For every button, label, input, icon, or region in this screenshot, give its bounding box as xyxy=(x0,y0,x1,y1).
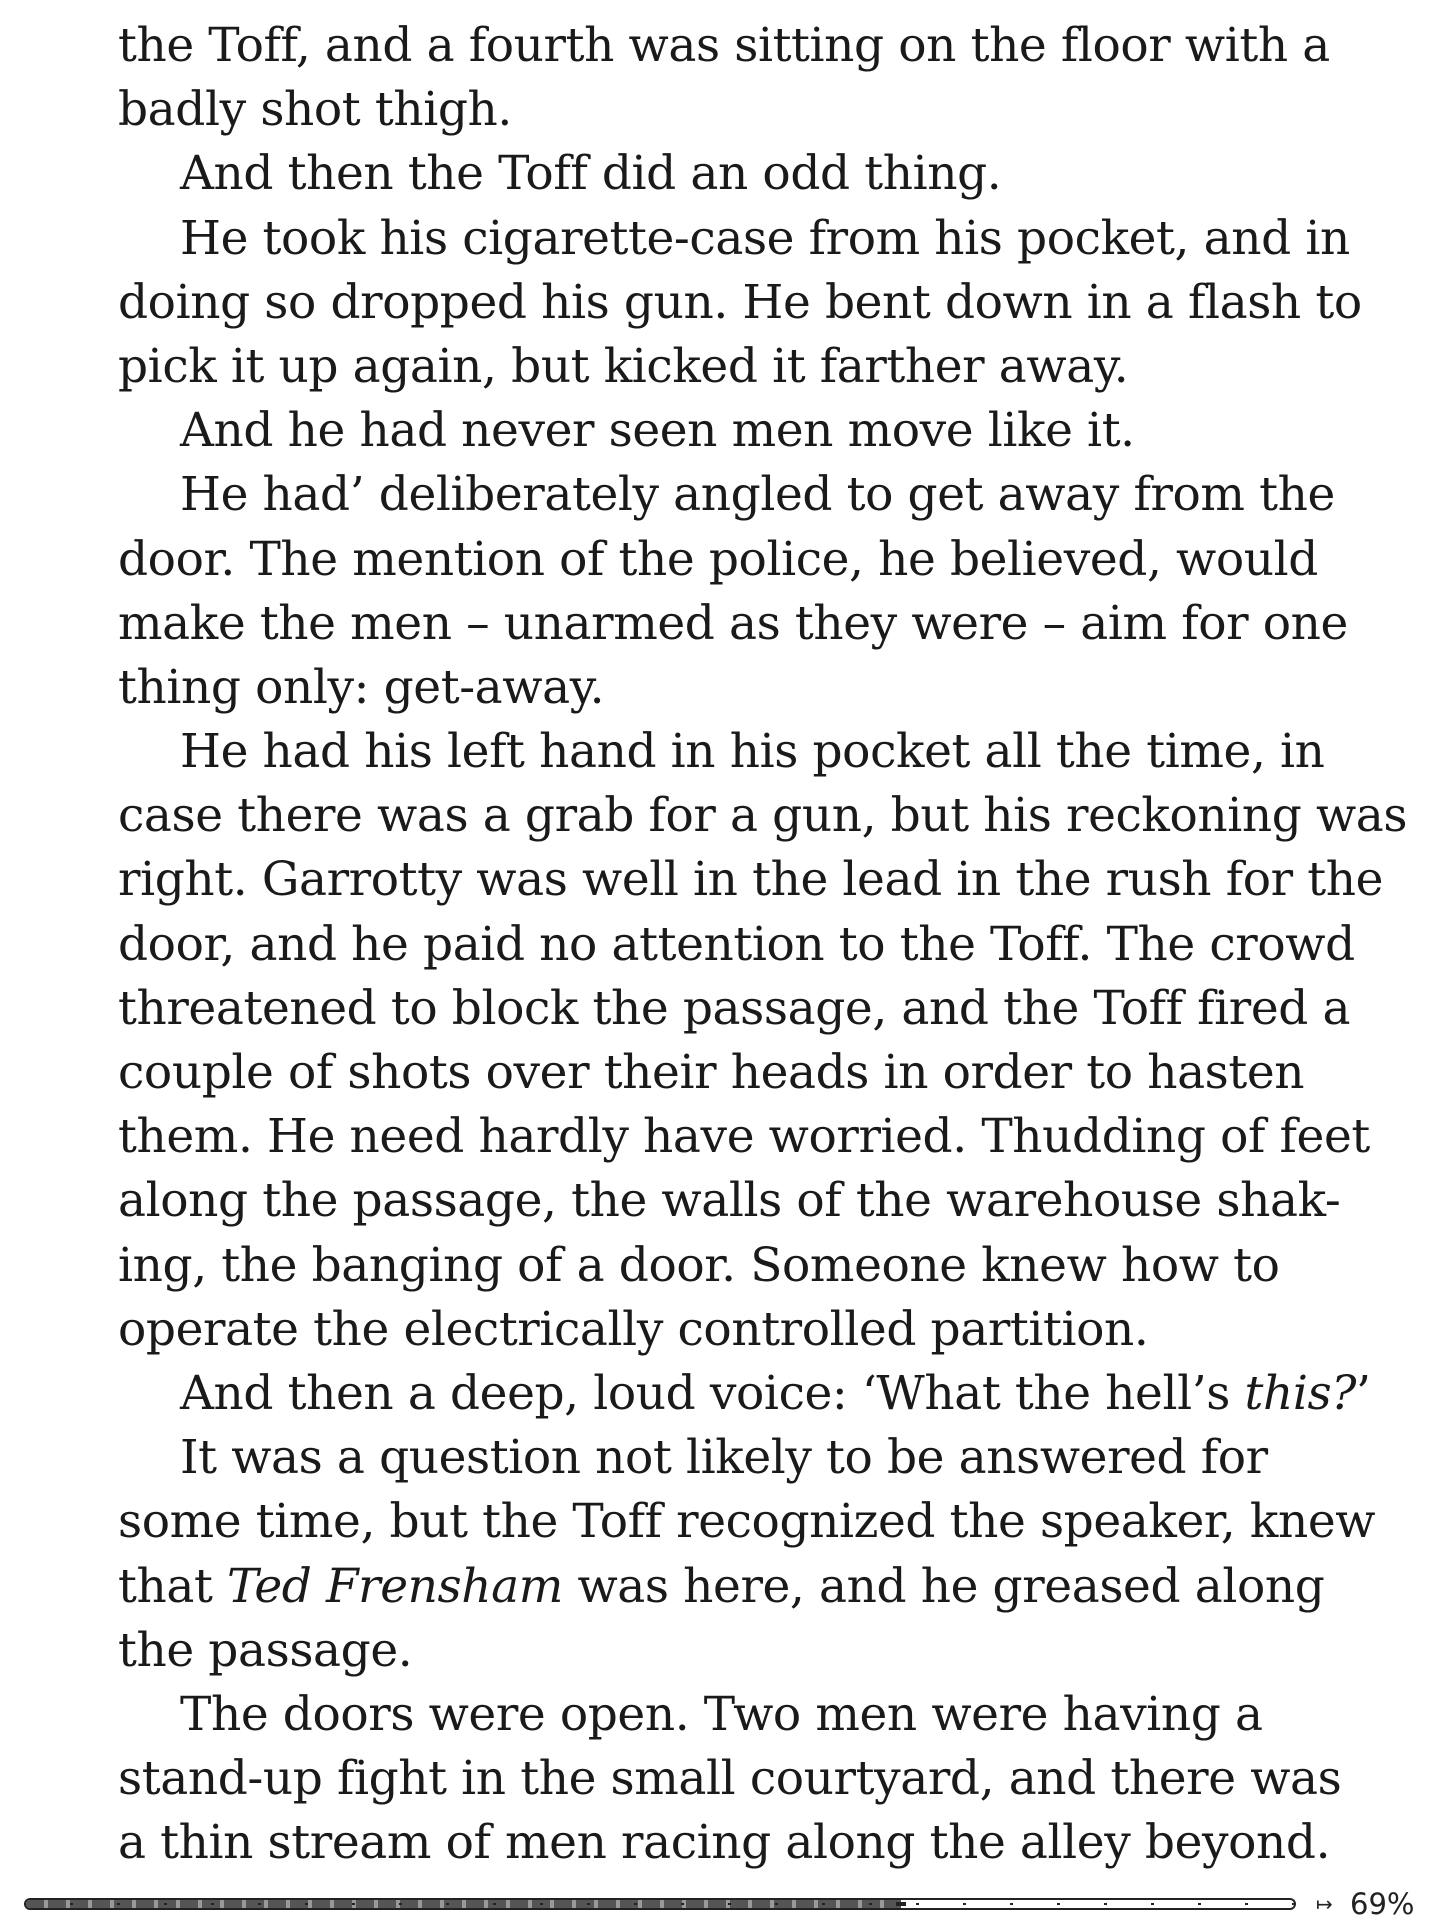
text-segment: badly shot thigh. xyxy=(118,82,512,138)
text-line xyxy=(118,1362,1371,1426)
text-segment: It was a question not likely to be answered for xyxy=(180,1430,1268,1486)
text-line xyxy=(118,14,1338,78)
text-line xyxy=(118,207,1350,271)
text-segment: along the passage, the walls of the warehouse shak- xyxy=(118,1173,1341,1229)
text-line xyxy=(118,913,1355,977)
arrow-to-end-icon: ↦ xyxy=(1316,1892,1333,1916)
text-segment: some time, but the Toff recognized the speaker, knew xyxy=(118,1494,1376,1550)
text-segment: threatened to block the passage, and the Toff fired a xyxy=(118,980,1351,1036)
text-segment: that xyxy=(118,1558,228,1614)
text-segment: ing, the banging of a door. Someone knew how to xyxy=(118,1237,1280,1293)
text-line xyxy=(118,1747,1342,1811)
text-line xyxy=(118,1105,1370,1169)
progress-bar[interactable] xyxy=(24,1898,1296,1910)
text-line xyxy=(118,1169,1341,1233)
text-line xyxy=(118,528,1338,592)
text-segment: pick it up again, but kicked it farther away. xyxy=(118,338,1129,394)
italic-text: this? xyxy=(1244,1365,1357,1421)
progress-position-marker xyxy=(896,1902,906,1906)
text-line xyxy=(118,656,1338,720)
text-segment: couple of shots over their heads in order to hasten xyxy=(118,1045,1305,1100)
text-line xyxy=(118,720,1338,784)
text-segment: operate the electrically controlled partition. xyxy=(118,1301,1149,1357)
text-segment: He had’ deliberately angled to get away from the xyxy=(180,467,1335,523)
text-segment: door, and he paid no attention to the Toff. The crowd xyxy=(118,916,1355,972)
text-segment: door. The mention of the police, he believed, would xyxy=(118,531,1318,587)
text-line xyxy=(118,977,1351,1041)
text-line xyxy=(118,142,1338,206)
text-line xyxy=(118,78,1338,142)
text-segment: The doors were open. Two men were having a xyxy=(180,1686,1263,1742)
chapter-tick-marks xyxy=(26,1903,1294,1905)
text-segment: He had his left hand in his pocket all the time, in xyxy=(180,724,1325,780)
text-line xyxy=(118,848,1383,912)
text-line xyxy=(118,1619,1338,1683)
text-segment: case there was a grab for a gun, but his reckoning was xyxy=(118,788,1408,844)
text-segment: ’ xyxy=(1356,1365,1371,1421)
text-line xyxy=(118,592,1348,656)
text-line xyxy=(118,1234,1338,1298)
text-segment: And then a deep, loud voice: ‘What the hell’s xyxy=(180,1365,1245,1421)
text-segment: right. Garrotty was well in the lead in the rush for the xyxy=(118,852,1383,908)
text-line xyxy=(118,1490,1376,1554)
book-page-text xyxy=(118,14,1408,1875)
text-segment: He took his cigarette-case from his pocket, and in xyxy=(180,210,1350,266)
text-line xyxy=(118,399,1338,463)
text-line xyxy=(118,1555,1338,1619)
text-segment: And he had never seen men move like it. xyxy=(180,403,1135,459)
reading-progress-footer xyxy=(0,1888,1440,1920)
text-segment: doing so dropped his gun. He bent down in a flash to xyxy=(118,274,1362,330)
italic-text: Ted Frensham xyxy=(227,1558,563,1614)
text-segment: the passage. xyxy=(118,1622,413,1678)
text-line xyxy=(118,1426,1338,1490)
text-line xyxy=(118,463,1338,527)
text-segment: was here, and he greased along xyxy=(562,1558,1325,1614)
text-line xyxy=(118,1683,1338,1747)
text-segment: And then the Toff did an odd thing. xyxy=(180,146,1002,202)
text-line xyxy=(118,784,1408,848)
text-line xyxy=(118,1298,1338,1362)
text-segment: stand-up fight in the small courtyard, and there was xyxy=(118,1751,1342,1807)
text-line xyxy=(118,335,1338,399)
text-segment: a thin stream of men racing along the alley beyond. xyxy=(118,1815,1331,1871)
progress-percent-label: 69% xyxy=(1350,1887,1415,1921)
text-segment: thing only: get-away. xyxy=(118,659,605,715)
text-segment: make the men – unarmed as they were – aim for one xyxy=(118,595,1348,651)
text-segment: the Toff, and a fourth was sitting on the floor with a xyxy=(118,18,1330,73)
text-line xyxy=(118,271,1362,335)
text-line xyxy=(118,1811,1338,1875)
text-line xyxy=(118,1041,1338,1105)
text-segment: them. He need hardly have worried. Thudding of feet xyxy=(118,1109,1370,1165)
